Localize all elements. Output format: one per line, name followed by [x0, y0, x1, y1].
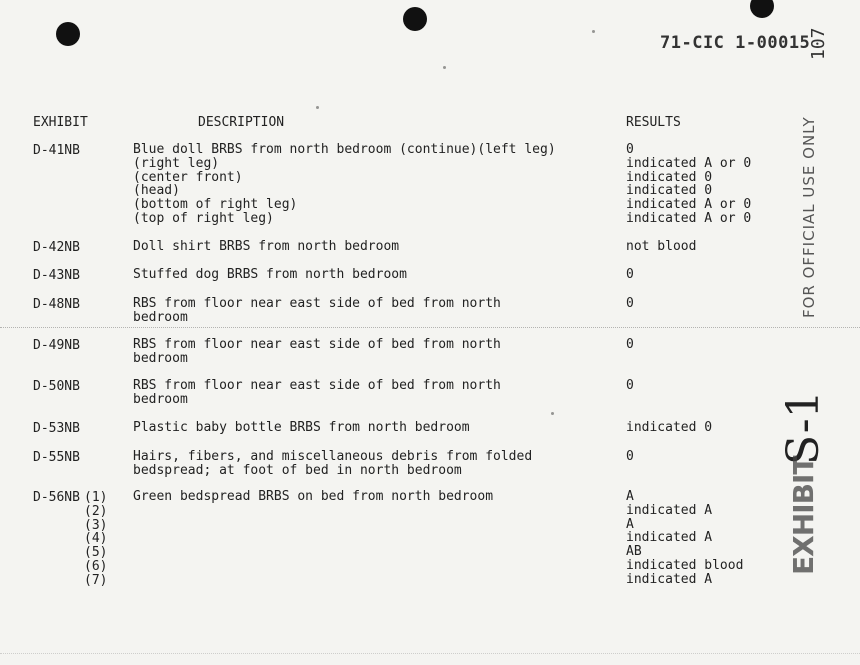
exhibit-id: D-53NB — [33, 421, 80, 436]
description-line: RBS from floor near east side of bed from north — [133, 378, 501, 393]
result-line: 0 — [626, 142, 634, 157]
column-header-exhibit: EXHIBIT — [33, 115, 88, 130]
description-line: Green bedspread BRBS on bed from north bedroom — [133, 489, 494, 504]
scan-speck — [551, 412, 554, 415]
exhibit-description — [133, 268, 407, 282]
result-line: 0 — [626, 296, 634, 311]
exhibit-results — [626, 268, 634, 282]
scan-artifact-line — [0, 653, 860, 654]
exhibit-results — [626, 143, 751, 226]
scan-speck — [443, 66, 446, 69]
result-line: not blood — [626, 239, 697, 254]
exhibit-description — [133, 450, 532, 478]
description-line: (head) — [133, 183, 180, 199]
description-line: (bottom of right leg) — [133, 197, 298, 213]
exhibit-id: D-50NB — [33, 379, 80, 394]
exhibit-results — [626, 240, 696, 254]
result-line: indicated A — [626, 502, 713, 518]
description-line: Hairs, fibers, and miscellaneous debris from folded — [133, 449, 533, 464]
exhibit-mark: S-1 — [778, 390, 829, 465]
official-use-stamp: FOR OFFICIAL USE ONLY — [800, 116, 818, 318]
sub-item-number: (1) — [84, 490, 108, 505]
sub-item-number: (3) — [84, 517, 108, 533]
scan-artifact-line — [0, 327, 860, 328]
description-line: (top of right leg) — [133, 210, 274, 226]
exhibit-id: D-48NB — [33, 297, 80, 312]
sub-item-number: (5) — [84, 545, 108, 561]
scan-speck — [592, 30, 595, 33]
punch-hole-left — [56, 22, 80, 46]
exhibit-description — [133, 338, 501, 366]
page-number: 107 — [808, 27, 829, 60]
description-line: bedroom — [133, 350, 188, 366]
exhibit-description — [133, 240, 399, 254]
exhibit-stamp: EXHIBIT — [787, 456, 820, 575]
description-line: RBS from floor near east side of bed from north — [133, 337, 501, 352]
exhibit-id: D-41NB — [33, 143, 80, 158]
result-line: indicated 0 — [626, 169, 713, 185]
exhibit-id: D-56NB — [33, 490, 80, 505]
description-line: bedspread; at foot of bed in north bedroom — [133, 462, 462, 478]
result-line: indicated A — [626, 571, 713, 587]
document-number: 71-CIC 1-00015 — [660, 33, 811, 53]
sub-item-number: (2) — [84, 503, 108, 519]
result-line: indicated 0 — [626, 420, 713, 435]
exhibit-description — [133, 490, 493, 504]
result-line: A — [626, 516, 634, 532]
exhibit-results — [626, 338, 634, 352]
exhibit-id: D-55NB — [33, 450, 80, 465]
exhibit-results — [626, 379, 634, 393]
result-line: AB — [626, 544, 642, 560]
scan-speck — [316, 106, 319, 109]
exhibit-results — [626, 421, 712, 435]
column-header-description: DESCRIPTION — [198, 115, 285, 130]
result-line: A — [626, 489, 634, 504]
punch-hole-center — [403, 7, 427, 31]
exhibit-id: D-43NB — [33, 268, 80, 283]
result-line: 0 — [626, 337, 634, 352]
sub-item-number: (4) — [84, 531, 108, 547]
description-line: bedroom — [133, 309, 188, 325]
description-line: (right leg) — [133, 155, 220, 171]
description-line: Stuffed dog BRBS from north bedroom — [133, 267, 407, 282]
punch-hole-right — [750, 0, 774, 18]
description-line: Plastic baby bottle BRBS from north bedroom — [133, 420, 470, 435]
exhibit-description — [133, 297, 501, 325]
result-line: 0 — [626, 378, 634, 393]
exhibit-id: D-49NB — [33, 338, 80, 353]
result-line: indicated blood — [626, 557, 744, 573]
exhibit-id: D-42NB — [33, 240, 80, 255]
description-line: bedroom — [133, 391, 188, 407]
description-line: RBS from floor near east side of bed from north — [133, 296, 501, 311]
exhibit-results — [626, 297, 634, 311]
sub-item-number: (6) — [84, 559, 108, 574]
exhibit-description — [133, 421, 470, 435]
description-line: Doll shirt BRBS from north bedroom — [133, 239, 400, 254]
exhibit-description — [133, 143, 556, 226]
exhibit-results — [626, 450, 634, 464]
column-header-results: RESULTS — [626, 115, 681, 130]
result-line: indicated A or 0 — [626, 197, 752, 213]
result-line: 0 — [626, 449, 634, 464]
sub-item-number: (7) — [84, 572, 108, 588]
description-line: (center front) — [133, 169, 243, 185]
description-line: Blue doll BRBS from north bedroom (continue)(left leg) — [133, 142, 556, 157]
result-line: 0 — [626, 267, 634, 282]
result-line: indicated A or 0 — [626, 155, 752, 171]
exhibit-results — [626, 490, 743, 587]
result-line: indicated 0 — [626, 183, 713, 199]
result-line: indicated A — [626, 530, 713, 546]
exhibit-description — [133, 379, 501, 407]
result-line: indicated A or 0 — [626, 210, 752, 226]
